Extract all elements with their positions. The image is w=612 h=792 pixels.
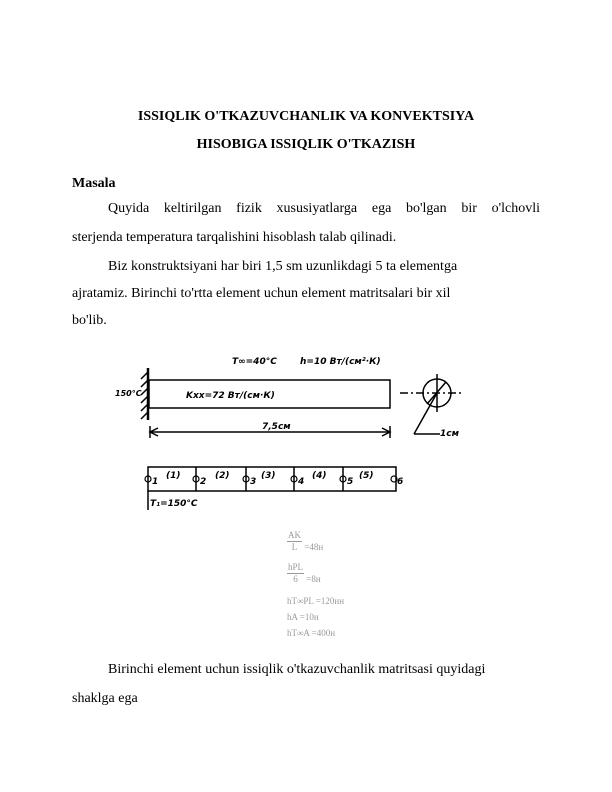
paragraph-2-line-1: Biz konstruktsiyani har biri 1,5 sm uzunlikdagi 5 ta elementga bbox=[108, 259, 458, 274]
node-label-1: 1 bbox=[152, 477, 159, 487]
convection-coefficient-label: h=10 Вт/(см²·К) bbox=[300, 357, 381, 367]
element-label-2: (2) bbox=[215, 471, 230, 481]
element-label-1: (1) bbox=[166, 471, 181, 481]
document-title-line-1: ISSIQLIK O'TKAZUVCHANLIK VA KONVEKTSIYA bbox=[137, 109, 475, 124]
formula-2-rhs: =8н bbox=[306, 574, 321, 584]
element-label-3: (3) bbox=[261, 471, 276, 481]
node-label-4: 4 bbox=[298, 477, 305, 487]
wall-temp-label: 150°C bbox=[115, 389, 142, 398]
paragraph-2-line-2: ajratamiz. Birinchi to'rtta element uchun element matritsalari bir xil bbox=[72, 286, 451, 301]
conductivity-label: Kxx=72 Вт/(см·К) bbox=[186, 391, 275, 401]
element-label-5: (5) bbox=[359, 471, 374, 481]
paragraph-3-line-2: shaklga ega bbox=[72, 691, 138, 706]
paragraph-2-line-3: bo'lib. bbox=[72, 313, 107, 328]
rod-length-label: 7,5см bbox=[262, 422, 291, 432]
node-label-2: 2 bbox=[200, 477, 207, 487]
formula-1-numerator: AK bbox=[288, 530, 301, 540]
ambient-temp-label: T∞=40°C bbox=[232, 357, 277, 367]
formula-3: hT∞PL =120нн bbox=[287, 596, 345, 606]
paragraph-1-line-2: sterjenda temperatura tarqalishini hisoblash talab qilinadi. bbox=[72, 230, 397, 245]
formula-1 bbox=[287, 530, 323, 553]
element-label-4: (4) bbox=[312, 471, 327, 481]
document-title-line-2: HISOBIGA ISSIQLIK O'TKAZISH bbox=[196, 137, 416, 152]
formula-1-denominator: L bbox=[291, 542, 298, 552]
node-label-3: 3 bbox=[250, 477, 257, 487]
paragraph-3-line-1: Birinchi element uchun issiqlik o'tkazuvchanlik matritsasi quyidagi bbox=[108, 662, 486, 677]
formula-2-numerator: hPL bbox=[288, 562, 304, 572]
section-dimension-label: 1см bbox=[440, 429, 459, 439]
formula-4: hA =10н bbox=[287, 612, 319, 622]
formula-1-rhs: =48н bbox=[304, 542, 324, 552]
boundary-temp-label: T₁=150°C bbox=[150, 499, 198, 509]
paragraph-1-line-1: Quyida keltirilgan fizik xususiyatlarga ega bo'lgan bir o'lchovli bbox=[108, 201, 540, 216]
section-heading: Masala bbox=[72, 176, 116, 191]
formula-5: hT∞A =400н bbox=[287, 628, 336, 638]
formula-2 bbox=[287, 562, 321, 585]
node-label-6: 6 bbox=[397, 477, 404, 487]
node-label-5: 5 bbox=[347, 477, 354, 487]
formula-2-denominator: 6 bbox=[293, 574, 298, 584]
